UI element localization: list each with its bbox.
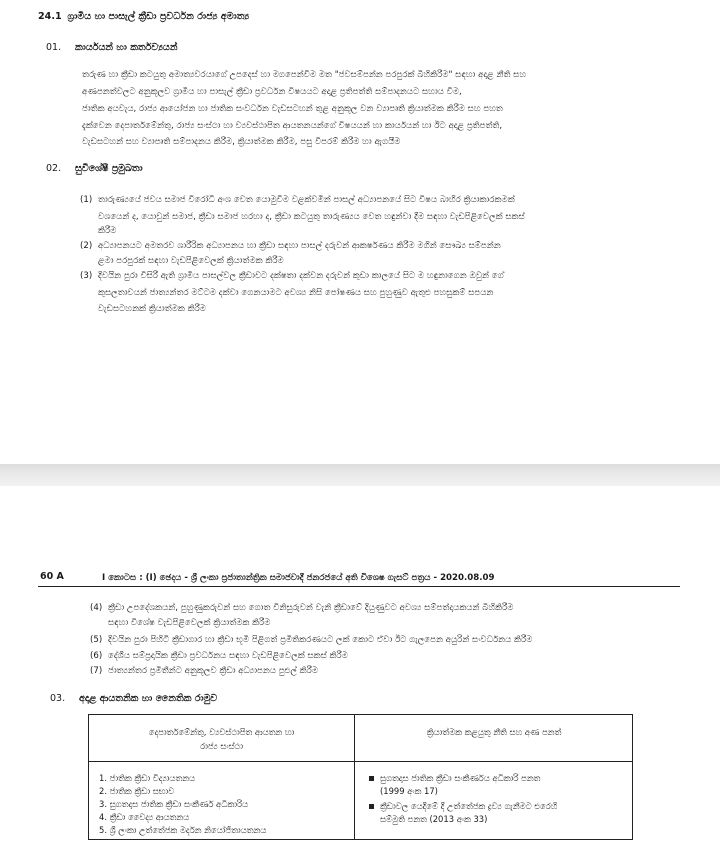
institutions-table [88, 714, 633, 840]
item-line: දේශීය සම්ප්‍රදායික ක්‍රීඩා ප්‍රවර්ධනය සඳහා වැඩපිළිවෙලක් සකස් කිරීම [108, 651, 348, 661]
item-line: වශයෙන් ද, යොවුන් සමාජ, ක්‍රීඩා සමාජ හරහා ද, ක්‍රීඩා කටයුතු තාරුණ්‍යය වෙත හඳුන්වා දීම සඳහා වැඩපිළිවෙලක් සකස් [98, 212, 525, 222]
item-number: (2) [80, 241, 93, 251]
table-header-divider [89, 761, 632, 762]
section-1-number: 01. [46, 42, 62, 53]
header-line: රාජ්‍ය සංස්ථා [200, 741, 243, 751]
item-line: අධ්‍යාපනයට අමතරව ශාරීරික අධ්‍යාපනය හා ක්‍රීඩා සඳහා පාසල් දරුවන් ආකර්ෂණය කිරීම මගින් සෞඛ්‍ය සම්පන්න [98, 241, 501, 251]
section-2-heading [46, 163, 143, 174]
item-number: (6) [90, 651, 103, 661]
paragraph-line: වැඩසටහන් සහ ව්‍යාපෘති සම්පාදනය කිරීම, ක්‍රියාත්මක කිරීම, පසු විපරම් කිරීම හා ඇගයීම [82, 137, 401, 147]
page-bottom [0, 486, 720, 866]
gazette-header-text: I කොටස : (I) ඡෙදය - ශ්‍රී ලංකා ප්‍රජාතාන්ත්‍රික සමාජවාදී ජනරජයේ අති විශෙෂ ගැසට් පත්‍රය - 2020.08.09 [102, 573, 495, 583]
table-cell: 4. ක්‍රීඩා වෛද්‍ය ආයතනය [99, 812, 190, 822]
item-number: (7) [90, 666, 103, 676]
heading-title: ග්‍රාමීය හා පාසැල් ක්‍රීඩා ප්‍රවර්ධන රාජ්‍ය අමාත්‍ය [67, 11, 250, 22]
ministry-heading [38, 11, 249, 22]
gazette-page-number: 60 A [40, 571, 64, 582]
item-line: ළමා පරපුරක් සඳහා වැඩපිළිවෙලක් ක්‍රියාත්මක කිරීම [98, 256, 284, 266]
item-line: දිවයින පුරා විසිරී ඇති ග්‍රාමීය පාසල්වල ක්‍රීඩාවට දක්ෂතා දක්වන දරුවන් කුඩා කාලයේ සිට ම හඳුනාගෙන ඔවුන් ගේ [98, 271, 504, 281]
item-line: ක්‍රීඩා උපදේශකයන්, පුහුණුකරුවන් සහ ගොත විනිසුරුවන් වැනි ක්‍රීඩාවේ දියුණුවට අවශ්‍ය සම්පත්දායකයන් බිහිකිරීම [108, 603, 514, 613]
item-number: (5) [90, 635, 103, 645]
item-line: වැඩසටහනක් ක්‍රියාත්මක කිරීම [98, 304, 206, 314]
item-line: සඳහා විශේෂ වැඩපිළිවෙලක් ක්‍රියාත්මක කිරීම [108, 618, 271, 628]
paragraph-line: තරුණ හා ක්‍රීඩා කටයුතු අමාත්‍යවරයාගේ උපදෙස් හා මගපෙන්වීම මත "ජවසම්පන්න පරපුරක් බිහිකිරීම" සඳහා අදාළ නීති සහ [82, 70, 527, 80]
item-number: (3) [80, 271, 93, 281]
table-cell: 1. ජාතික ක්‍රීඩා විද්‍යායතනය [99, 773, 196, 783]
act-entry [369, 801, 557, 812]
section-1-title: කාර්යයන් හා කර්තව්‍යයන් [75, 42, 178, 53]
paragraph-line: ජාතික අයවැය, රාජ්‍ය ආයෝජන හා ජාතික සංවර්ධන වැඩසටහන් තුළ අනුකූල වන ව්‍යාපෘති ක්‍රියාත්මක කිරීම සහ පහත [82, 104, 503, 114]
item-number: (1) [80, 195, 93, 205]
section-1-heading [46, 42, 177, 53]
section-3-title: අදාළ ආයතනික හා නෛතික රාමුව [79, 693, 218, 704]
item-line: තාරුණ්‍යයේ ජවය සමාජ විරෝධී අංශ වෙත යොමුවීම වළක්වමින් පාසල් අධ්‍යාපනයේ සිට විෂය බාහිර ක්‍රියාකාරකමක් [98, 195, 515, 205]
table-cell: 3. සුගතදාස ජාතික ක්‍රීඩා සංකීර්ණ අධිකාරිය [99, 799, 249, 809]
act-line: සුගතදාස ජාතික ක්‍රීඩා සංකීර්ණය අධිකාරි පනත [380, 773, 541, 783]
header-line: දෙපාර්තමේන්තු, ව්‍යවස්ථාපිත ආයතන හා [148, 727, 295, 737]
item-line: කිරීම [98, 226, 117, 236]
paragraph-line: දැක්වෙන දෙපාර්තමේන්තු, රාජ්‍ය සංස්ථා හා ව්‍යවස්ථාපිත ආයතනයන්ගේ විෂයයන් හා කාර්යයන් හා ඊට අදාළ ප්‍රතිපත්ති, [82, 121, 503, 131]
item-number: (4) [90, 603, 103, 613]
table-cell: 5. ශ්‍රී ලංකා උත්තේජක මර්දන නියෝජිතායතනය [99, 825, 267, 835]
page-gap [0, 464, 720, 486]
paragraph-line: අණපනත්වලට අනුකූලව ග්‍රාමීය හා පාසැල් ක්‍රීඩා ප්‍රවර්ධන විෂයයට අදාළ ප්‍රතිපත්ති සම්පාදනයට සහාය වීම, [82, 87, 462, 97]
section-3-heading [50, 693, 217, 704]
item-line: දිවයින පුරා පිහිටි ක්‍රීඩාගාර හා ක්‍රීඩා භූමි පිළිගත් ප්‍රමිතිකරණයට ලක් කොට ඒවා ඊට ගැලපෙන අයුරින් සංවර්ධනය කිරීම [108, 635, 533, 645]
table-header-col2: ක්‍රියාත්මක කළයුතු නීති සහ අණ පනත් [426, 727, 562, 737]
act-line: ක්‍රීඩාවල යෙදීමේ දී උත්තේජක ද්‍රව්‍ය ගැනීමට එරෙහි [380, 801, 558, 811]
item-line: කුසලතාවයන් ජාත්‍යන්තර මට්ටම දක්වා ගෙනයාමට අවශ්‍ය නිසි පෝෂණය සහ පුහුණුව ඇතුළු පහසුකම් සපයන [98, 288, 494, 298]
bullet-icon [369, 804, 374, 809]
table-cell: 2. ජාතික ක්‍රීඩා සභාව [99, 786, 175, 796]
header-rule [38, 586, 680, 587]
act-line: (1999 අංක 17) [380, 786, 438, 796]
section-2-number: 02. [46, 163, 62, 174]
section-2-title: සුවිශේෂී ප්‍රමුඛතා [75, 163, 143, 174]
act-line: සම්මුති පනත (2013 අංක 33) [380, 814, 488, 824]
table-header-col1 [89, 725, 354, 753]
heading-number: 24.1 [38, 11, 62, 22]
bullet-icon [369, 776, 374, 781]
act-entry [369, 773, 540, 784]
section-3-number: 03. [50, 693, 66, 704]
item-line: ජාත්‍යන්තර ප්‍රමිතීන්ට අනුකූලව ක්‍රීඩා අධ්‍යාපනය පුළුල් කිරීම [108, 666, 318, 676]
